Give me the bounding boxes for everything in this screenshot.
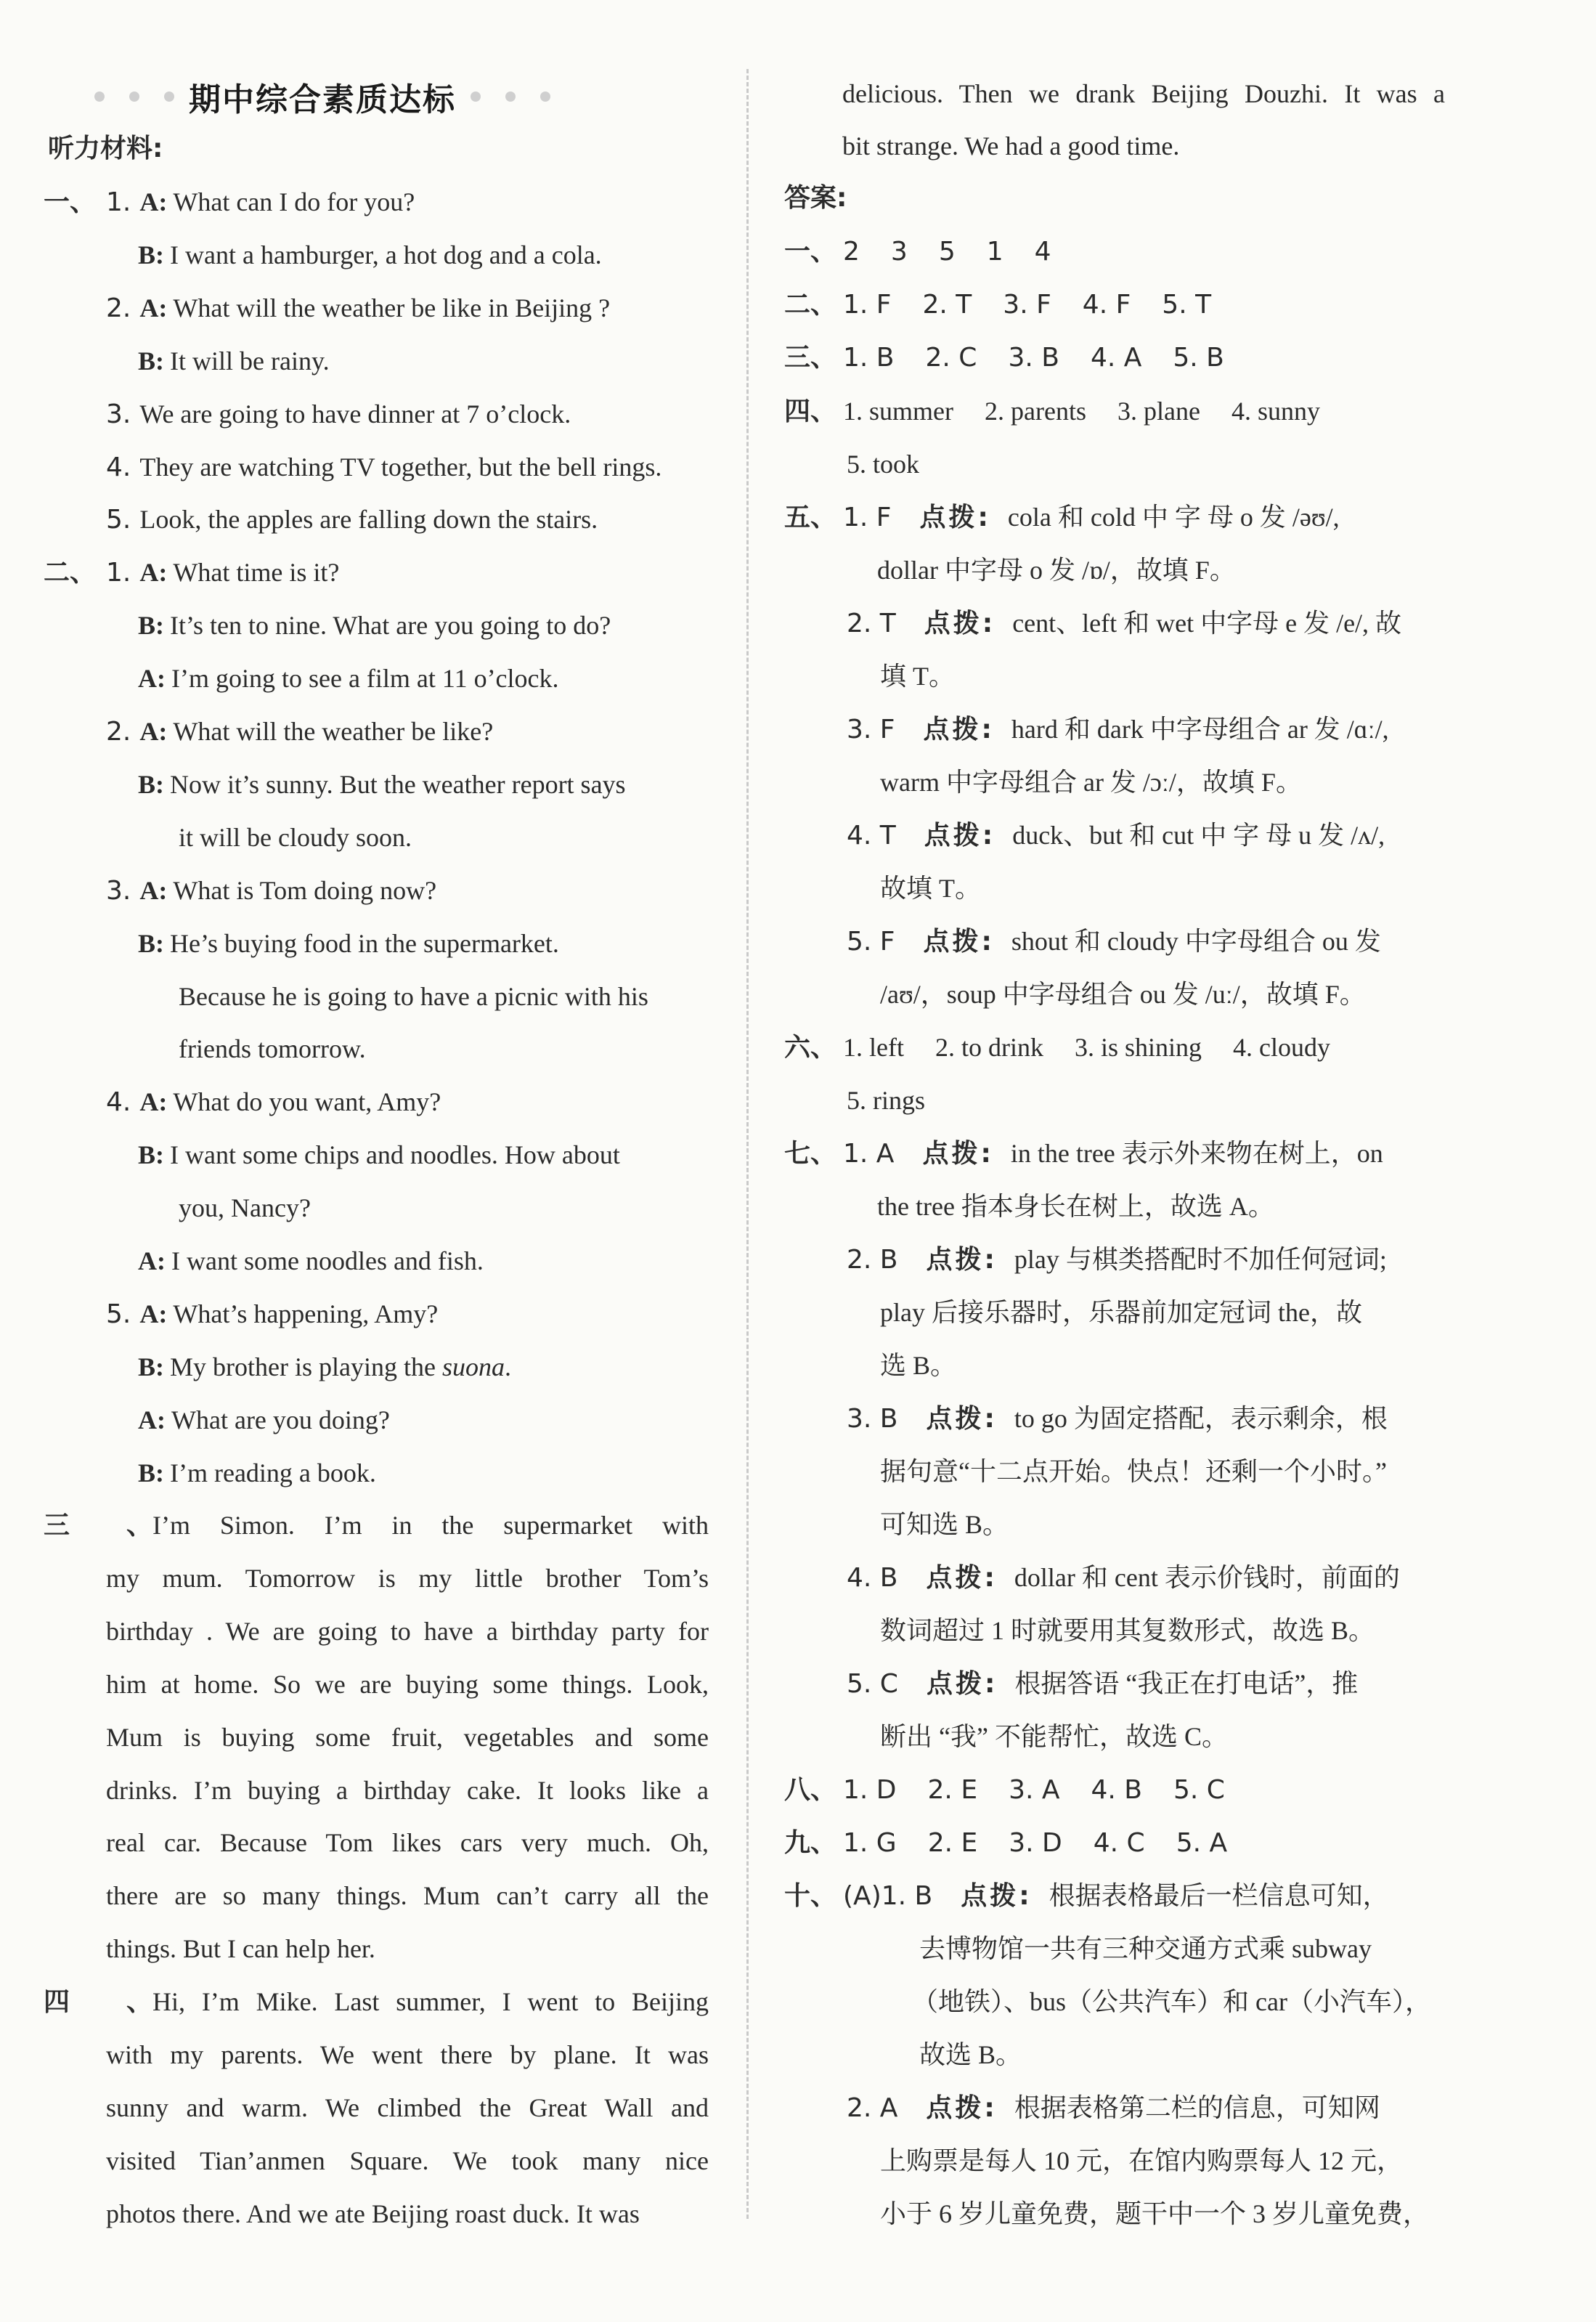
answer-item: 3. B: [1008, 343, 1059, 373]
tip-text: 据句意“十二点开始。快点！还剩一个小时。”: [880, 1457, 1387, 1486]
item-number: 3.: [106, 399, 131, 429]
answer-item: 1. B: [843, 343, 895, 373]
italic-word: suona: [441, 1352, 505, 1381]
dialogue-text: Because he is going to have a picnic with his: [179, 982, 648, 1011]
speaker-label: B:: [138, 1458, 164, 1487]
dialogue-text: It’s ten to nine. What are you going to do?: [170, 611, 611, 640]
answer-item: 2. E: [927, 1775, 978, 1805]
dialogue-text: Look, the apples are falling down the stairs.: [139, 505, 598, 534]
dialogue-text: I’m going to see a film at 11 o’clock.: [171, 664, 559, 693]
answer-item: 3. is shining: [1075, 1033, 1202, 1062]
dialogue-text: My brother is playing the: [170, 1352, 442, 1381]
tip-label: 点拨:: [926, 1404, 998, 1434]
dialogue-line: [106, 713, 493, 750]
answer-section-2: [784, 286, 1211, 323]
tip-text: the tree 指本身长在树上，故选 A。: [877, 1192, 1274, 1221]
speaker-label: A:: [138, 1405, 166, 1434]
tip-text: in the tree 表示外来物在树上，on: [1010, 1139, 1383, 1168]
answer-item: 5. C: [847, 1669, 898, 1699]
answers-header: 答案:: [784, 183, 847, 213]
dialogue-line: [106, 449, 661, 486]
answer-item: 4. B: [847, 1563, 898, 1593]
dialogue-text: What is Tom doing now?: [173, 876, 437, 905]
dialogue-line: [179, 819, 412, 856]
answer-item: 2. C: [925, 343, 977, 373]
tip-label: 点拨:: [926, 2093, 998, 2123]
dialogue-text: We are going to have dinner at 7 o’clock.: [139, 399, 571, 429]
passage-line: sunny and warm. We climbed the Great Wall and: [106, 2093, 709, 2122]
tip-text: 填 T。: [880, 662, 955, 691]
dialogue-line: [179, 1031, 366, 1067]
dialogue-line: [138, 1402, 390, 1438]
dialogue-line: [106, 501, 598, 538]
answer-item: 4. C: [1093, 1828, 1145, 1858]
item-number: 4.: [106, 452, 131, 482]
answer-item: 1. summer: [843, 397, 953, 426]
speaker-label: A:: [139, 187, 168, 216]
column-divider: [746, 69, 749, 2219]
tip-text: play 与棋类搭配时不加任何冠词;: [1014, 1245, 1387, 1274]
dialogue-text: They are watching TV together, but the bell rings.: [139, 452, 662, 482]
speaker-label: B:: [138, 1140, 164, 1169]
answer-item: 2. parents: [985, 397, 1086, 426]
tip-label: 点拨:: [924, 609, 996, 638]
tip-text: hard 和 dark 中字母组合 ar 发 /ɑː/,: [1011, 715, 1389, 744]
dialogue-text: I want a hamburger, a hot dog and a cola.: [170, 240, 602, 269]
dialogue-line: [138, 1137, 620, 1173]
dialogue-line: [138, 1349, 511, 1385]
answer-item: 2. A: [847, 2093, 898, 2123]
tip-label: 点拨:: [922, 1139, 994, 1169]
answer-item: 5. B: [1173, 343, 1224, 373]
dialogue-text: .: [504, 1352, 511, 1381]
passage-continued-line: delicious. Then we drank Beijing Douzhi. It was a: [842, 79, 1445, 108]
passage-line: Mum is buying some fruit, vegetables and some: [106, 1723, 709, 1752]
tip-label: 点拨:: [926, 1563, 998, 1593]
dialogue-line: [138, 925, 559, 962]
tip-text: 小于 6 岁儿童免费，题干中一个 3 岁儿童免费，: [880, 2199, 1430, 2228]
dialogue-line: [138, 1455, 376, 1491]
dialogue-text: What’s happening, Amy?: [173, 1299, 439, 1328]
answer-section-1: [784, 233, 1051, 270]
passage-text: Hi, I’m Mike. Last summer, I went to Beijing: [152, 1987, 709, 2016]
speaker-label: B:: [138, 346, 164, 376]
section-mark: 六、: [784, 1033, 837, 1063]
answer-item: 4. F: [1082, 290, 1131, 320]
dialogue-line: [138, 343, 330, 379]
answer-item: 5. took: [847, 450, 920, 479]
answer-row: [847, 817, 1385, 854]
dialogue-text: What will the weather be like?: [173, 717, 494, 746]
tip-text: 根据表格第二栏的信息，可知网: [1014, 2093, 1380, 2122]
dialogue-line: [106, 1084, 441, 1121]
speaker-label: B:: [138, 929, 164, 958]
answer-item: 5. A: [1176, 1828, 1228, 1858]
passage-line: my mum. Tomorrow is my little brother Tom’s: [106, 1564, 709, 1593]
item-number: 1.: [106, 187, 131, 217]
tip-label: 点拨:: [961, 1881, 1033, 1911]
speaker-label: A:: [139, 1087, 168, 1116]
answer-item: 3: [890, 237, 908, 267]
answer-item: 3. B: [847, 1404, 898, 1434]
answer-item: 4: [1034, 237, 1051, 267]
tip-text: 断出 “我” 不能帮忙，故选 C。: [880, 1722, 1228, 1751]
answer-item: 5. rings: [847, 1086, 925, 1115]
tip-text: 根据表格最后一栏信息可知，: [1049, 1881, 1389, 1910]
answer-item: 2. T: [847, 609, 896, 638]
dialogue-line: [138, 237, 602, 273]
tip-text: 故填 T。: [880, 874, 981, 903]
answer-item: 4. sunny: [1231, 397, 1320, 426]
answer-item: 3. F: [1003, 290, 1051, 320]
section-mark: 四、: [784, 397, 837, 426]
section-mark: 一、: [784, 237, 837, 267]
title-dots-left: [94, 92, 174, 102]
tip-text: 上购票是每人 10 元，在馆内购票每人 12 元，: [880, 2146, 1404, 2175]
speaker-label: B:: [138, 1352, 164, 1381]
dialogue-line: [138, 607, 611, 644]
answer-item: 2: [843, 237, 860, 267]
tip-label: 点拨:: [924, 821, 996, 851]
answer-item: 1: [986, 237, 1003, 267]
dialogue-line: [106, 1296, 438, 1333]
speaker-label: A:: [138, 1246, 166, 1275]
page-title-row: [80, 71, 565, 122]
section-mark: 七、: [784, 1139, 837, 1169]
passage-line: [44, 1984, 709, 2021]
section-mark: 九、: [784, 1828, 837, 1858]
tip-text: dollar 中字母 o 发 /ɒ/，故填 F。: [877, 556, 1236, 585]
speaker-label: B:: [138, 611, 164, 640]
dialogue-line: [106, 290, 610, 327]
dialogue-text: What are you doing?: [171, 1405, 390, 1434]
dialogue-text: What will the weather be like in Beijing ?: [173, 293, 611, 322]
tip-text: warm 中字母组合 ar 发 /ɔː/，故填 F。: [880, 768, 1302, 797]
item-number: 2.: [106, 717, 131, 747]
answer-item: 4. cloudy: [1233, 1033, 1331, 1062]
dialogue-text: What can I do for you?: [173, 187, 415, 216]
tip-text: dollar 和 cent 表示价钱时，前面的: [1014, 1563, 1400, 1592]
item-number: 1.: [106, 558, 131, 588]
tip-text: to go 为固定搭配，表示剩余，根: [1014, 1404, 1388, 1433]
dialogue-text: you, Nancy?: [179, 1193, 311, 1222]
speaker-label: A:: [139, 876, 168, 905]
tip-text: 选 B。: [880, 1351, 957, 1380]
dialogue-line: [106, 872, 436, 909]
dialogue-text: I want some noodles and fish.: [171, 1246, 484, 1275]
answer-item: 5: [938, 237, 956, 267]
listening-header: 听力材料:: [48, 134, 163, 163]
dialogue-text: I’m reading a book.: [170, 1458, 376, 1487]
section-mark: 十、: [784, 1881, 837, 1911]
answer-item: 4. A: [1090, 343, 1142, 373]
answer-row: [847, 1665, 1358, 1702]
item-number: 3.: [106, 876, 131, 906]
item-number: 2.: [106, 293, 131, 323]
answer-row: [847, 923, 1381, 960]
item-number: 5.: [106, 1299, 131, 1329]
answer-item: 2. E: [927, 1828, 978, 1858]
answer-item: 3. plane: [1117, 397, 1200, 426]
dialogue-text: It will be rainy.: [170, 346, 330, 376]
speaker-label: A:: [139, 293, 168, 322]
section-mark: 一、: [44, 187, 97, 217]
answer-item: 2. to drink: [935, 1033, 1043, 1062]
answer-item: 4. T: [847, 821, 896, 851]
speaker-label: A:: [139, 558, 168, 587]
passage-line: drinks. I’m buying a birthday cake. It looks like a: [106, 1776, 709, 1805]
title-dots-right: [471, 92, 550, 102]
passage-line: photos there. And we ate Beijing roast duck. It was: [106, 2199, 640, 2228]
answer-row: [847, 1559, 1400, 1596]
passage-line: birthday . We are going to have a birthday party for: [106, 1617, 709, 1646]
answer-section-3: [784, 339, 1224, 376]
item-number: 4.: [106, 1087, 131, 1117]
dialogue-line: [138, 766, 626, 803]
passage-line: there are so many things. Mum can’t carry all the: [106, 1881, 709, 1910]
passage-line: him at home. So we are buying some things. Look,: [106, 1670, 709, 1699]
dialogue-line: [179, 978, 648, 1015]
answer-section-9: [784, 1824, 1227, 1862]
tip-text: /aʊ/，soup 中字母组合 ou 发 /uː/，故填 F。: [880, 980, 1366, 1009]
answer-item: 3. D: [1009, 1828, 1062, 1858]
answer-item: 1. left: [843, 1033, 904, 1062]
answer-item: 2. B: [847, 1245, 898, 1275]
dialogue-line: [138, 1243, 484, 1279]
tip-label: 点拨:: [926, 1245, 998, 1275]
answer-section-6: [784, 1029, 1330, 1066]
speaker-label: B:: [138, 240, 164, 269]
answer-item: 1. F: [843, 290, 892, 320]
tip-text: （地铁）、bus（公共汽车）和 car（小汽车），: [912, 1987, 1431, 2016]
section-mark: 三、: [44, 1511, 152, 1540]
answer-row: [847, 2090, 1380, 2127]
answer-row: [847, 1400, 1388, 1437]
answer-item: (A)1. B: [843, 1881, 933, 1911]
answer-item: 2. T: [922, 290, 972, 320]
answer-section-4: [784, 393, 1320, 430]
dialogue-line: [179, 1190, 311, 1226]
dialogue-line: [44, 184, 415, 221]
tip-text: play 后接乐器时，乐器前加定冠词 the，故: [880, 1298, 1362, 1327]
tip-text: cola 和 cold 中 字 母 o 发 /əʊ/,: [1007, 503, 1340, 532]
answer-item: 5. C: [1173, 1775, 1225, 1805]
answer-section-7: [784, 1135, 1383, 1172]
tip-label: 点拨:: [926, 1669, 998, 1699]
answer-item: 4. B: [1091, 1775, 1142, 1805]
passage-text: I’m Simon. I’m in the supermarket with: [152, 1511, 709, 1540]
page-title: 期中综合素质达标: [189, 81, 456, 118]
tip-text: 数词超过 1 时就要用其复数形式，故选 B。: [880, 1616, 1375, 1645]
answer-row: [847, 1241, 1387, 1278]
answer-item: 3. F: [847, 715, 895, 744]
speaker-label: A:: [139, 1299, 168, 1328]
section-mark: 二、: [44, 558, 97, 588]
dialogue-text: I want some chips and noodles. How about: [170, 1140, 620, 1169]
dialogue-text: What do you want, Amy?: [173, 1087, 441, 1116]
passage-line: visited Tian’anmen Square. We took many nice: [106, 2146, 709, 2175]
passage-line: things. But I can help her.: [106, 1934, 375, 1963]
tip-text: 去博物馆一共有三种交通方式乘 subway: [919, 1934, 1372, 1963]
speaker-label: A:: [138, 664, 166, 693]
dialogue-text: What time is it?: [173, 558, 340, 587]
tip-text: 可知选 B。: [880, 1510, 1009, 1539]
answer-item: 1. F: [843, 503, 892, 532]
passage-continued-line: bit strange. We had a good time.: [842, 131, 1180, 161]
dialogue-line: [138, 660, 559, 697]
dialogue-text: He’s buying food in the supermarket.: [170, 929, 559, 958]
passage-line: with my parents. We went there by plane. It was: [106, 2040, 709, 2069]
answer-section-10: [784, 1878, 1389, 1915]
dialogue-text: friends tomorrow.: [179, 1034, 366, 1063]
item-number: 5.: [106, 505, 131, 535]
tip-label: 点拨:: [923, 927, 995, 957]
answer-section-5: [784, 499, 1340, 536]
dialogue-line: [44, 554, 339, 591]
speaker-label: B:: [138, 770, 164, 799]
answer-item: 1. D: [843, 1775, 897, 1805]
answer-item: 1. A: [843, 1139, 895, 1169]
section-mark: 五、: [784, 503, 837, 532]
answer-row: [847, 605, 1401, 642]
answer-row: [847, 711, 1389, 748]
tip-text: duck、but 和 cut 中 字 母 u 发 /ʌ/,: [1012, 821, 1385, 850]
section-mark: 八、: [784, 1775, 837, 1805]
answer-item: 3. A: [1009, 1775, 1060, 1805]
passage-line: [44, 1507, 709, 1544]
dialogue-text: Now it’s sunny. But the weather report says: [170, 770, 626, 799]
tip-text: 根据答语 “我正在打电话”，推: [1014, 1669, 1359, 1698]
tip-label: 点拨:: [923, 715, 995, 744]
tip-text: 故选 B。: [919, 2040, 1022, 2069]
speaker-label: A:: [139, 717, 168, 746]
section-mark: 二、: [784, 290, 837, 320]
answer-item: 1. G: [843, 1828, 897, 1858]
tip-label: 点拨:: [919, 503, 991, 532]
section-mark: 四、: [44, 1987, 152, 2017]
tip-text: cent、left 和 wet 中字母 e 发 /e/, 故: [1012, 609, 1402, 638]
section-mark: 三、: [784, 343, 837, 373]
answer-item: 5. T: [1162, 290, 1212, 320]
passage-line: real car. Because Tom likes cars very much. Oh,: [106, 1828, 709, 1857]
tip-text: shout 和 cloudy 中字母组合 ou 发: [1011, 927, 1381, 956]
dialogue-line: [106, 396, 571, 433]
answer-section-8: [784, 1771, 1225, 1809]
dialogue-text: it will be cloudy soon.: [179, 823, 412, 852]
answer-item: 5. F: [847, 927, 895, 957]
